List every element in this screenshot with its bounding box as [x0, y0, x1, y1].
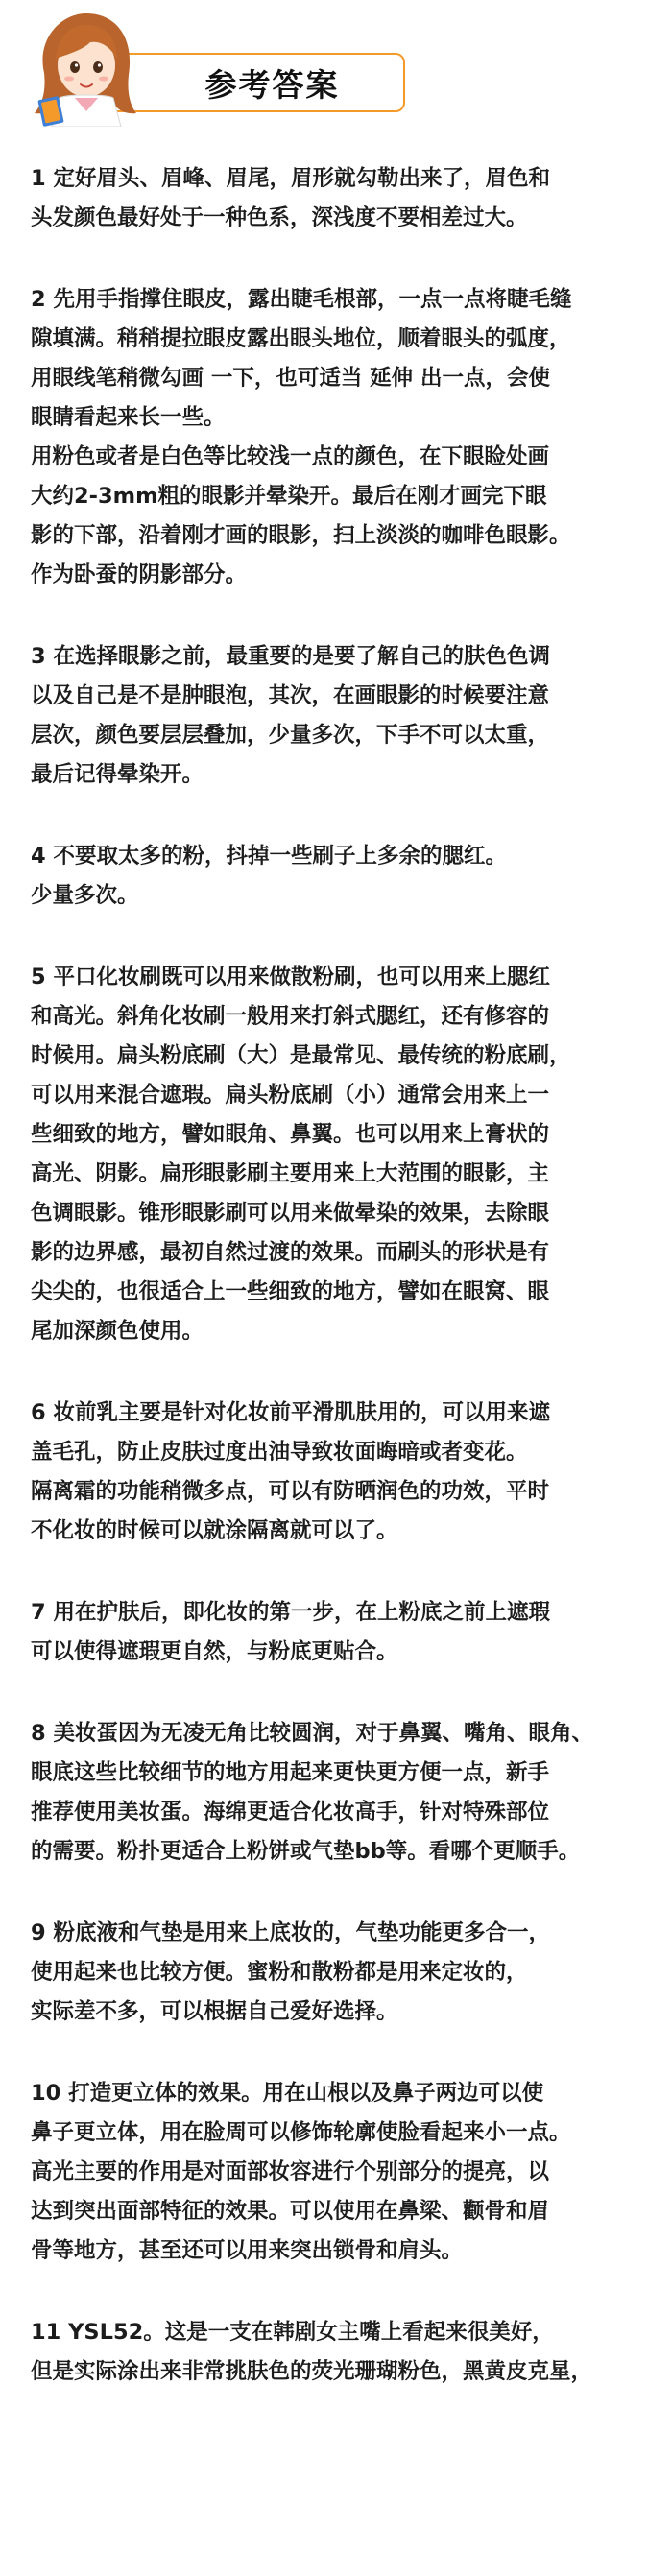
answer-paragraph: 6 妆前乳主要是针对化妆前平滑肌肤用的，可以用来遮 盖毛孔，防止皮肤过度出油导致妆面晦暗或者变花。 隔离霜的功能稍微多点，可以有防晒润色的功效，平时 不化妆的时候可以就涂隔离就可以了。 — [31, 1400, 550, 1543]
answer-paragraph: 10 打造更立体的效果。用在山根以及鼻子两边可以使 鼻子更立体，用在脸周可以修饰轮廓使脸看起来小一点。 高光主要的作用是对面部妆容进行个别部分的提亮，以 达到突出面部特征的效果。可以使用在鼻梁、颧骨和眉 骨等地方，甚至还可以用来突出锁骨和肩头。 — [31, 2081, 571, 2263]
answer-item — [31, 958, 645, 1351]
answer-item — [31, 837, 645, 916]
answer-paragraph: 4 不要取太多的粉，抖掉一些刷子上多余的腮红。 少量多次。 — [31, 844, 507, 908]
answer-item — [31, 1394, 645, 1551]
answer-item — [31, 2074, 645, 2271]
answer-paragraph: 1 定好眉头、眉峰、眉尾，眉形就勾勒出来了，眉色和 头发颜色最好处于一种色系，深浅度不要相差过大。 — [31, 166, 550, 230]
answer-paragraph: 用粉色或者是白色等比较浅一点的颜色，在下眼睑处画 大约2-3mm粗的眼影并晕染开。最后在刚才画完下眼 影的下部，沿着刚才画的眼影，扫上淡淡的咖啡色眼影。 作为卧蚕的阴影部分。 — [31, 444, 571, 587]
answer-paragraph: 11 YSL52。这是一支在韩剧女主嘴上看起来很美好， 但是实际涂出来非常挑肤色的荧光珊瑚粉色，黑黄皮克星， — [31, 2320, 593, 2384]
answer-item — [31, 637, 645, 795]
answer-item — [31, 159, 645, 238]
answer-item — [31, 1714, 645, 1872]
answer-paragraph: 2 先用手指撑住眼皮，露出睫毛根部，一点一点将睫毛缝 隙填满。稍稍提拉眼皮露出眼头地位，顺着眼头的弧度， 用眼线笔稍微勾画 一下，也可适当 延伸 出一点，会使 眼睛看起来长一些。 — [31, 287, 572, 430]
answer-list — [31, 159, 645, 2434]
answer-paragraph: 7 用在护肤后，即化妆的第一步，在上粉底之前上遮瑕 可以使得遮瑕更自然，与粉底更贴合。 — [31, 1600, 550, 1664]
cartoon-girl-avatar-icon — [27, 6, 142, 127]
answer-paragraph: 8 美妆蛋因为无凌无角比较圆润，对于鼻翼、嘴角、眼角、 眼底这些比较细节的地方用起来更快更方便一点，新手 推荐使用美妆蛋。海绵更适合化妆高手，针对特殊部位 的需要。粉扑更适合上粉饼或气垫bb等。看哪个更顺手。 — [31, 1721, 593, 1864]
answer-item — [31, 1914, 645, 2032]
header — [0, 0, 672, 144]
answer-item — [31, 2313, 645, 2392]
answer-item — [31, 280, 645, 595]
answer-paragraph: 3 在选择眼影之前，最重要的是要了解自己的肤色色调 以及自己是不是肿眼泡，其次，在画眼影的时候要注意 层次，颜色要层层叠加，少量多次，下手不可以太重， 最后记得晕染开。 — [31, 644, 550, 787]
page-title: 参考答案 — [204, 65, 340, 104]
answer-paragraph: 9 粉底液和气垫是用来上底妆的，气垫功能更多合一， 使用起来也比较方便。蜜粉和散粉都是用来定妆的， 实际差不多，可以根据自己爱好选择。 — [31, 1920, 550, 2024]
answer-item — [31, 1593, 645, 1672]
title-box — [101, 53, 405, 112]
answer-paragraph: 5 平口化妆刷既可以用来做散粉刷，也可以用来上腮红 和高光。斜角化妆刷一般用来打斜式腮红，还有修容的 时候用。扁头粉底刷（大）是最常见、最传统的粉底刷， 可以用来混合遮瑕。扁头粉底刷（小）通常会用来上一 些细致的地方，譬如眼角、鼻翼。也可以用来上膏状的 高光、阴影。扁形眼影刷主要用来上大范围的眼影，主 色调眼影。锥形眼影刷可以用来做晕染的效果，去除眼 影的边界感，最初自然过渡的效果。而刷头的形状是有 尖尖的，也很适合上一些细致的地方，譬如在眼窝、眼 尾加深颜色使用。 — [31, 965, 571, 1344]
